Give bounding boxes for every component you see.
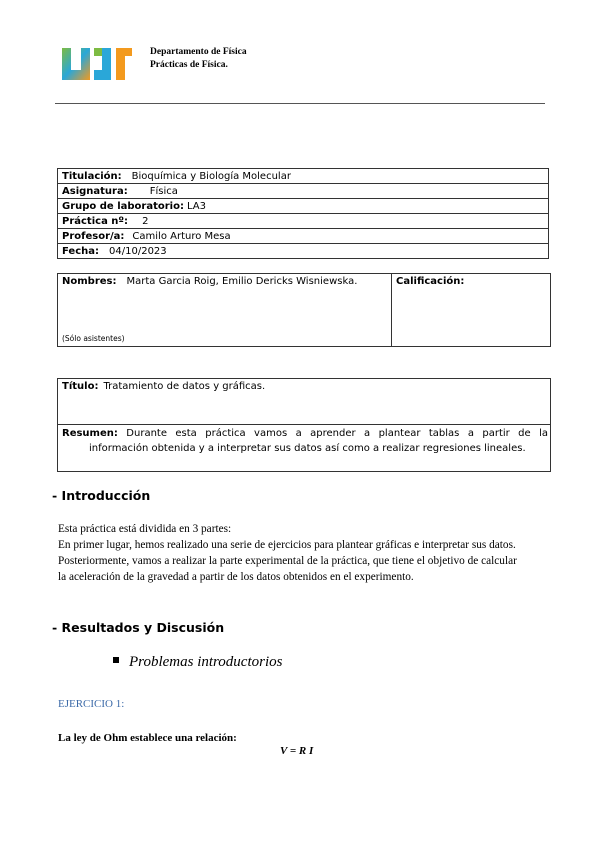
- names-label: Nombres:: [62, 276, 117, 287]
- intro-line: Esta práctica está dividida en 3 partes:: [58, 523, 232, 535]
- uji-logo: [60, 46, 134, 82]
- bullet-text: Problemas introductorios: [129, 654, 283, 670]
- ohm-sentence: La ley de Ohm establece una relación:: [58, 732, 237, 744]
- info-row-titulacion: [58, 169, 549, 184]
- intro-line: En primer lugar, hemos realizado una serie de ejercicios para plantear gráficas e interpretar sus datos.: [58, 539, 516, 551]
- exercise-heading: EJERCICIO 1:: [58, 698, 125, 710]
- info-row-fecha: [58, 244, 549, 259]
- abstract-text-1: Durante esta práctica vamos a aprender a plantear tablas a partir de la: [126, 428, 548, 439]
- title-line: [62, 381, 265, 392]
- names-box-divider: [391, 274, 392, 346]
- grade-label: Calificación:: [396, 276, 465, 287]
- info-label: Profesor/a:: [62, 230, 125, 242]
- intro-line: Posteriormente, vamos a realizar la parte experimental de la práctica, que tiene el objetivo de calcular: [58, 555, 517, 567]
- names-value: Marta Garcia Roig, Emilio Dericks Wisniewska.: [126, 276, 358, 287]
- summary-box: [57, 378, 551, 472]
- info-value: 2: [142, 215, 149, 227]
- intro-line: la aceleración de la gravedad a partir de los datos obtenidos en el experimento.: [58, 571, 414, 583]
- info-value: Física: [149, 185, 178, 197]
- info-value: Camilo Arturo Mesa: [132, 230, 231, 242]
- abstract-label: Resumen:: [62, 428, 118, 439]
- info-value: LA3: [186, 200, 206, 212]
- info-label: Titulación:: [62, 170, 122, 182]
- info-row-profesor: [58, 229, 549, 244]
- bullet-item: [113, 654, 282, 671]
- info-value: Bioquímica y Biología Molecular: [131, 170, 291, 182]
- department-header: [150, 46, 247, 72]
- intro-paragraph: [58, 521, 548, 585]
- department-name: Departamento de Física: [150, 47, 247, 57]
- header-divider: [55, 103, 545, 104]
- ohm-formula: V = R I: [280, 745, 314, 757]
- department-subtitle: Prácticas de Física.: [150, 60, 228, 70]
- title-label: Título:: [62, 381, 99, 392]
- info-row-asignatura: [58, 184, 549, 199]
- intro-heading: - Introducción: [52, 488, 151, 503]
- abstract-line-1: [62, 428, 548, 439]
- attendees-note: (Sólo asistentes): [62, 334, 125, 343]
- summary-divider: [58, 424, 550, 425]
- bullet-square-icon: [113, 657, 119, 663]
- names-box: [57, 273, 551, 347]
- info-label: Asignatura:: [62, 185, 128, 197]
- info-row-grupo: [58, 199, 549, 214]
- results-heading: - Resultados y Discusión: [52, 620, 225, 635]
- abstract-line-2: información obtenida y a interpretar sus datos así como a realizar regresiones lineales.: [89, 443, 526, 454]
- info-label: Grupo de laboratorio:: [62, 200, 184, 212]
- names-line: [62, 276, 357, 287]
- course-info-table: [57, 168, 549, 259]
- info-value: 04/10/2023: [109, 245, 167, 257]
- info-label: Fecha:: [62, 245, 100, 257]
- title-value: Tratamiento de datos y gráficas.: [103, 381, 266, 392]
- info-row-practica: [58, 214, 549, 229]
- info-label: Práctica nº:: [62, 215, 129, 227]
